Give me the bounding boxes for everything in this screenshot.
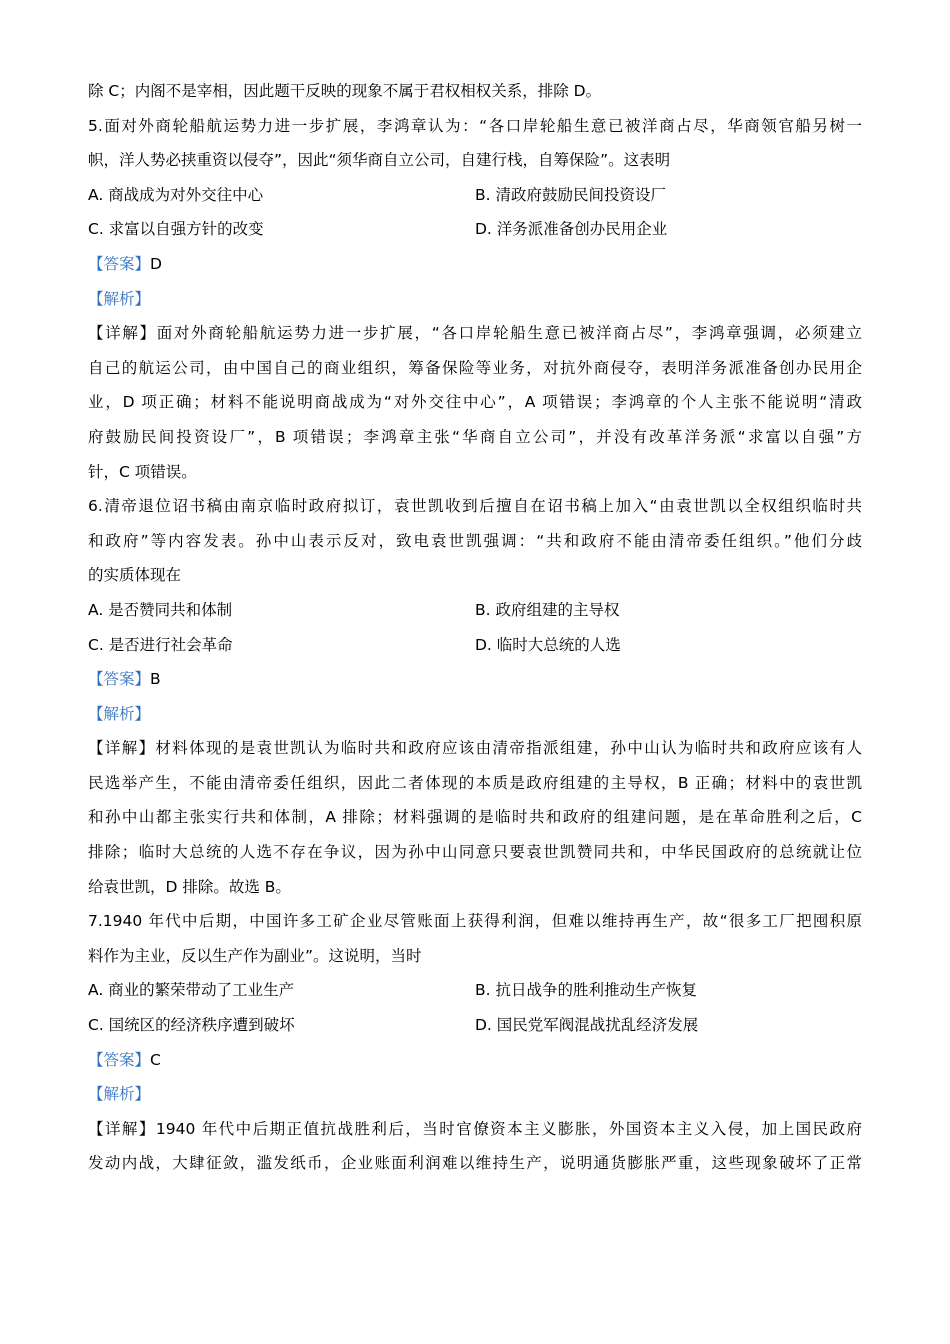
question-7-options-row (88, 1008, 862, 1043)
detail-text: 1940 年代中后期正值抗战胜利后，当时官僚资本主义膨胀，外国资本主义入侵，加上国民政府 (155, 1119, 862, 1138)
option-c: C. 是否进行社会革命 (88, 635, 233, 654)
question-6-stem: 6.清帝退位诏书稿由南京临时政府拟订，袁世凯收到后擅自在诏书稿上加入“由袁世凯以全权组织临时共 (88, 497, 862, 516)
option-a: A. 商战成为对外交往中心 (88, 185, 264, 204)
question-7-stem: 7.1940 年代中后期，中国许多工矿企业尽管账面上获得利润，但难以维持再生产，故“很多工厂把囤积原 (88, 912, 862, 931)
question-6-stem: 和政府”等内容发表。孙中山表示反对，致电袁世凯强调：“共和政府不能由清帝委任组织。”他们分歧 (88, 531, 862, 550)
analysis-line (88, 282, 862, 317)
question-5-stem: 帜，洋人势必挟重资以侵夺”，因此“须华商自立公司，自建行栈，自筹保险”。这表明 (88, 151, 671, 170)
document-page (88, 74, 862, 1181)
detail-text: 府鼓励民间投资设厂”，B 项错误；李鸿章主张“华商自立公司”，并没有改革洋务派“求富以自强”方 (88, 427, 862, 446)
option-c: C. 国统区的经济秩序遭到破坏 (88, 1016, 295, 1035)
option-a: A. 是否赞同共和体制 (88, 600, 233, 619)
option-a: A. 商业的繁荣带动了工业生产 (88, 981, 295, 1000)
answer-value: D (150, 254, 162, 273)
analysis-line (88, 697, 862, 732)
answer-value: B (150, 670, 161, 689)
answer-tag: 【答案】 (88, 1050, 151, 1069)
option-d: D. 国民党军阀混战扰乱经济发展 (475, 1016, 699, 1035)
answer-line (88, 1043, 862, 1078)
option-c: C. 求富以自强方针的改变 (88, 220, 264, 239)
analysis-line (88, 1077, 862, 1112)
detail-text: 针，C 项错误。 (88, 462, 197, 481)
detail-text: 自己的航运公司，由中国自己的商业组织，筹备保险等业务，对抗外商侵夺，表明洋务派准备创办民用企 (88, 358, 862, 377)
answer-tag: 【答案】 (88, 254, 151, 273)
detail-tag: 【详解】 (88, 1119, 156, 1138)
option-b: B. 抗日战争的胜利推动生产恢复 (475, 981, 697, 1000)
analysis-tag: 【解析】 (88, 704, 151, 723)
answer-line (88, 662, 862, 697)
question-5-stem: 5.面对外商轮船航运势力进一步扩展，李鸿章认为：“各口岸轮船生意已被洋商占尽，华商领官船另树一 (88, 116, 862, 135)
detail-tag: 【详解】 (88, 739, 156, 758)
question-6-options-row (88, 628, 862, 663)
detail-text: 面对外商轮船航运势力进一步扩展，“各口岸轮船生意已被洋商占尽”，李鸿章强调，必须建立 (156, 324, 862, 343)
analysis-tag: 【解析】 (88, 1085, 151, 1104)
detail-line (88, 316, 862, 351)
detail-text: 民选举产生，不能由清帝委任组织，因此二者体现的本质是政府组建的主导权，B 正确；材料中的袁世凯 (88, 773, 862, 792)
detail-text: 发动内战，大肆征敛，滥发纸币，企业账面利润难以维持生产，说明通货膨胀严重，这些现象破坏了正常 (88, 1154, 862, 1173)
question-5-options-row (88, 178, 862, 213)
detail-text: 业，D 项正确；材料不能说明商战成为“对外交往中心”，A 项错误；李鸿章的个人主张不能说明“清政 (88, 393, 862, 412)
detail-line (88, 1112, 862, 1147)
option-b: B. 政府组建的主导权 (475, 600, 620, 619)
detail-text: 给袁世凯，D 排除。故选 B。 (88, 877, 291, 896)
question-6-stem: 的实质体现在 (88, 566, 182, 585)
detail-text: 排除；临时大总统的人选不存在争议，因为孙中山同意只要袁世凯赞同共和，中华民国政府的总统就让位 (88, 843, 862, 862)
answer-tag: 【答案】 (88, 670, 151, 689)
detail-text: 和孙中山都主张实行共和体制，A 排除；材料强调的是临时共和政府的组建问题，是在革命胜利之后，C (88, 808, 862, 827)
question-5-options-row (88, 212, 862, 247)
question-6-options-row (88, 593, 862, 628)
analysis-tag: 【解析】 (88, 289, 151, 308)
detail-line (88, 731, 862, 766)
answer-line (88, 247, 862, 282)
question-7-stem: 料作为主业，反以生产作为副业”。这说明，当时 (88, 946, 422, 965)
option-b: B. 清政府鼓励民间投资设厂 (475, 185, 666, 204)
detail-tag: 【详解】 (88, 324, 157, 343)
option-d: D. 临时大总统的人选 (475, 635, 621, 654)
question-7-options-row (88, 973, 862, 1008)
detail-text: 材料体现的是袁世凯认为临时共和政府应该由清帝指派组建，孙中山认为临时共和政府应该有人 (155, 739, 862, 758)
answer-value: C (150, 1050, 161, 1069)
option-d: D. 洋务派准备创办民用企业 (475, 220, 668, 239)
text-line: 除 C；内阁不是宰相，因此题干反映的现象不属于君权相权关系，排除 D。 (88, 82, 602, 100)
